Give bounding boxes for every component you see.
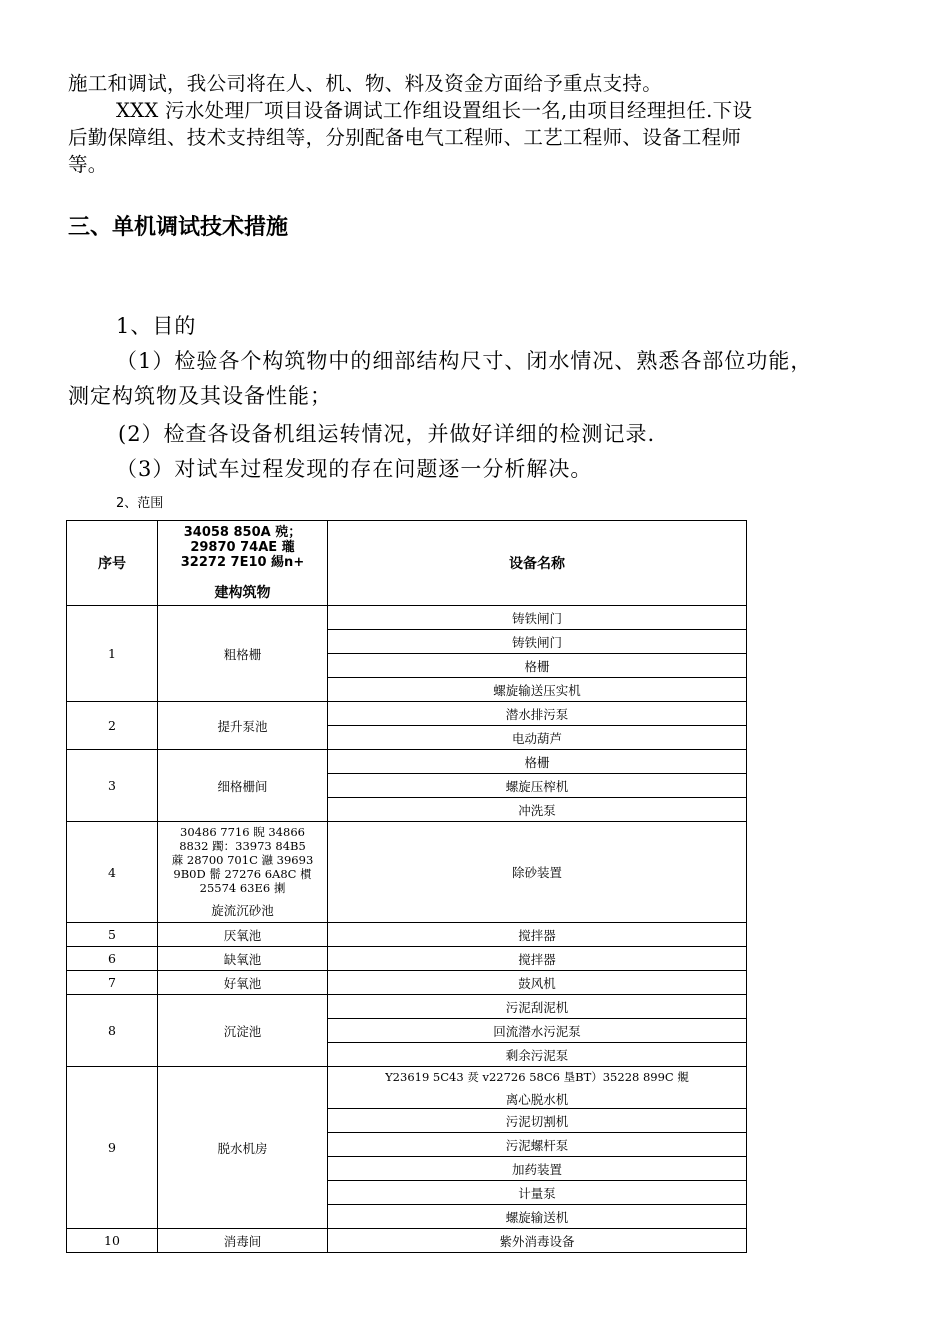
purpose-item-3: （3）对试车过程发现的存在问题逐一分析解决。: [116, 457, 593, 481]
structure-garble-line: 8832 躅：33973 84B5: [179, 839, 306, 853]
cell-equipment: 电动葫芦: [328, 726, 747, 750]
cell-no: 4: [67, 822, 158, 923]
scope-title: 2、范围: [116, 496, 164, 511]
cell-equipment: 污泥切割机: [328, 1109, 747, 1133]
equipment-garble-line: Y23619 5C43 烎 v22726 58C6 垦BT）35228 899C 覜: [385, 1069, 689, 1084]
table-row: [67, 702, 747, 726]
cell-equipment: 加药装置: [328, 1157, 747, 1181]
structure-garble-line: 9B0D 鬋 27276 6A8C 樌: [173, 867, 312, 881]
purpose-item-1a: （1）检验各个构筑物中的细部结构尺寸、闭水情况、熟悉各部位功能，: [116, 349, 813, 373]
cell-no: 9: [67, 1067, 158, 1229]
header-structure: [158, 521, 328, 606]
table-row: [67, 750, 747, 774]
table-row: [67, 822, 747, 923]
table-row: [67, 971, 747, 995]
cell-structure: 好氧池: [158, 971, 328, 995]
cell-structure: 缺氧池: [158, 947, 328, 971]
equipment-label: 离心脱水机: [505, 1091, 569, 1107]
cell-structure: [158, 822, 328, 923]
purpose-item-1b: 测定构筑物及其设备性能；: [68, 384, 332, 408]
table-row: [67, 606, 747, 630]
cell-equipment: 污泥刮泥机: [328, 995, 747, 1019]
equipment-table: [66, 520, 747, 1253]
cell-equipment: 搅拌器: [328, 947, 747, 971]
cell-equipment: 冲洗泵: [328, 798, 747, 822]
cell-equipment: 潜水排污泵: [328, 702, 747, 726]
cell-equipment: 铸铁闸门: [328, 630, 747, 654]
cell-no: 6: [67, 947, 158, 971]
intro-line-2: XXX 污水处理厂项目设备调试工作组设置组长一名,由项目经理担任.下设: [116, 99, 753, 122]
cell-equipment: 铸铁闸门: [328, 606, 747, 630]
header-structure-garble-1: 34058 850A 殑；: [183, 524, 302, 540]
cell-equipment: 螺旋输送压实机: [328, 678, 747, 702]
cell-equipment: 污泥螺杆泵: [328, 1133, 747, 1157]
purpose-item-2: (2）检查各设备机组运转情况，并做好详细的检测记录.: [118, 422, 656, 446]
structure-garble-line: 25574 63E6 揦: [199, 881, 286, 895]
structure-garble-line: 30486 7716 睨 34866: [180, 825, 305, 839]
cell-equipment: 螺旋输送机: [328, 1205, 747, 1229]
cell-equipment: 计量泵: [328, 1181, 747, 1205]
cell-structure: 消毒间: [158, 1229, 328, 1253]
cell-equipment: 紫外消毒设备: [328, 1229, 747, 1253]
structure-garble-line: 蔴 28700 701C 瀜 39693: [171, 853, 314, 867]
cell-structure: 脱水机房: [158, 1067, 328, 1229]
cell-no: 7: [67, 971, 158, 995]
purpose-title: 1、目的: [116, 314, 197, 338]
cell-equipment: 除砂装置: [328, 822, 747, 923]
cell-equipment: 剩余污泥泵: [328, 1043, 747, 1067]
intro-line-4: 等。: [68, 153, 108, 176]
cell-equipment: [328, 1067, 747, 1109]
table-row: [67, 923, 747, 947]
cell-structure: 提升泵池: [158, 702, 328, 750]
cell-structure: 细格栅间: [158, 750, 328, 822]
table-row: [67, 947, 747, 971]
cell-structure: 厌氧池: [158, 923, 328, 947]
table-row: [67, 1067, 747, 1109]
cell-equipment: 格栅: [328, 750, 747, 774]
cell-no: 3: [67, 750, 158, 822]
table-row: [67, 1229, 747, 1253]
structure-label: 旋流沉砂池: [211, 903, 274, 918]
header-equipment: 设备名称: [328, 521, 747, 606]
section-title: 三、单机调试技术措施: [68, 215, 289, 240]
cell-equipment: 搅拌器: [328, 923, 747, 947]
cell-equipment: 螺旋压榨机: [328, 774, 747, 798]
cell-equipment: 回流潜水污泥泵: [328, 1019, 747, 1043]
cell-no: 5: [67, 923, 158, 947]
cell-no: 10: [67, 1229, 158, 1253]
header-structure-garble-3: 32272 7E10 緆n+: [180, 554, 305, 570]
intro-line-3: 后勤保障组、技术支持组等，分别配备电气工程师、工艺工程师、设备工程师: [68, 126, 742, 149]
table-header-row: [67, 521, 747, 606]
cell-structure: 沉淀池: [158, 995, 328, 1067]
cell-equipment: 鼓风机: [328, 971, 747, 995]
header-structure-garble-2: 29870 74AE 瓏: [190, 539, 295, 555]
header-no: 序号: [67, 521, 158, 606]
intro-line-1: 施工和调试，我公司将在人、机、物、料及资金方面给予重点支持。: [68, 72, 663, 95]
cell-no: 2: [67, 702, 158, 750]
cell-no: 1: [67, 606, 158, 702]
cell-equipment: 格栅: [328, 654, 747, 678]
cell-structure: 粗格栅: [158, 606, 328, 702]
table-row: [67, 995, 747, 1019]
header-structure-label: 建构筑物: [214, 584, 271, 601]
cell-no: 8: [67, 995, 158, 1067]
